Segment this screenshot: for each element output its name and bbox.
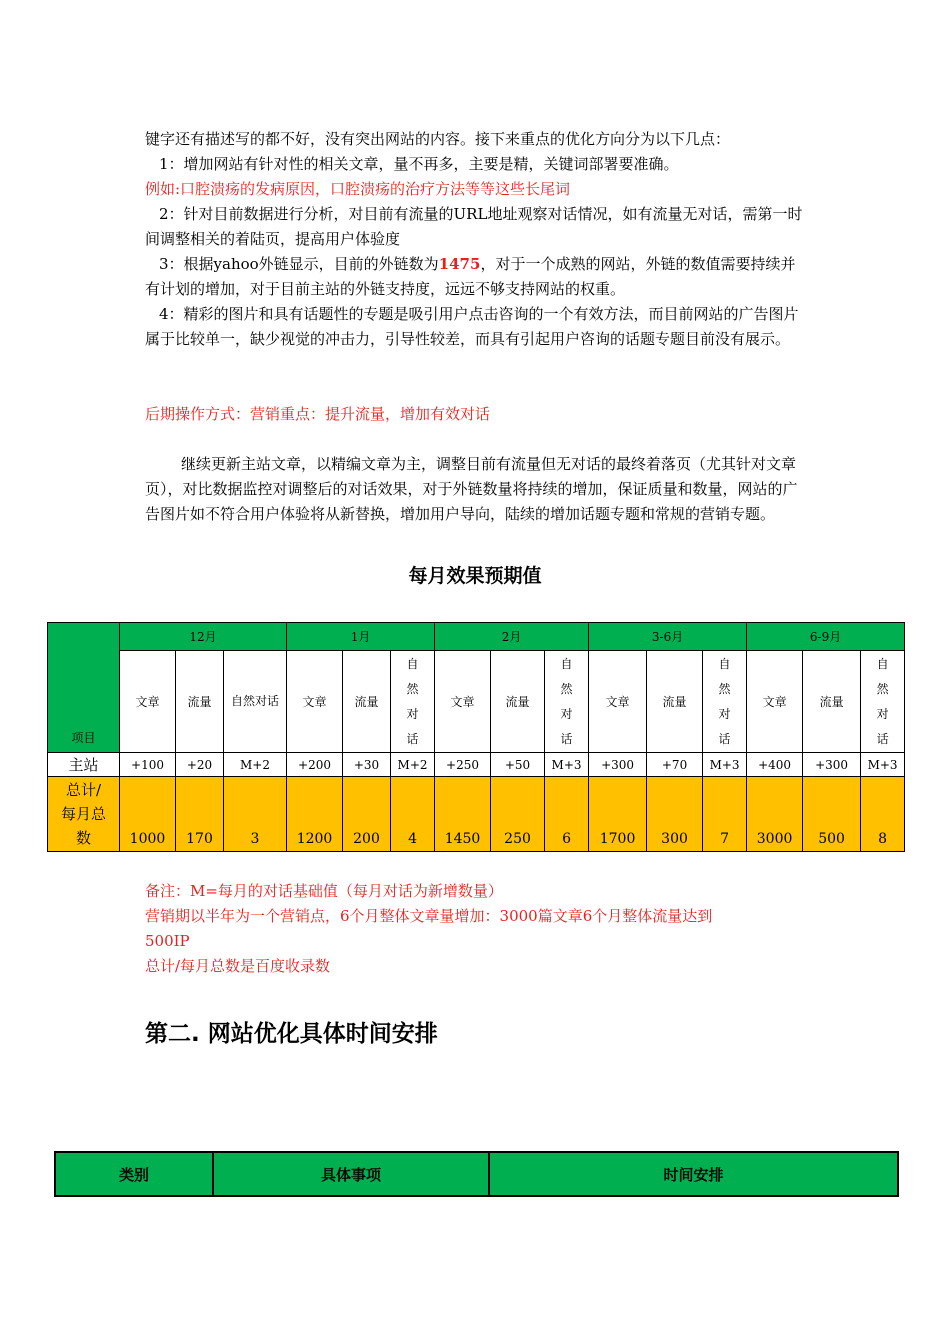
col-traffic: 流量	[803, 651, 861, 753]
total-value: 1450	[435, 777, 491, 852]
main-value: +30	[343, 753, 391, 777]
col-article: 文章	[589, 651, 647, 753]
dialog-char: 自	[718, 656, 731, 671]
month-header: 2月	[435, 623, 589, 651]
note-2: 营销期以半年为一个营销点，6个月整体文章量增加：3000篇文章6个月整体流量达到	[145, 907, 713, 925]
total-value: 300	[647, 777, 703, 852]
dialog-char: 话	[560, 731, 573, 746]
dialog-char: 然	[876, 681, 889, 696]
total-value: 3000	[747, 777, 803, 852]
col-traffic: 流量	[647, 651, 703, 753]
dialog-char: 对	[560, 706, 573, 721]
main-value: +250	[435, 753, 491, 777]
col-article: 文章	[435, 651, 491, 753]
dialog-char: 然	[560, 681, 573, 696]
total-value: 1000	[120, 777, 176, 852]
continue-paragraph: 继续更新主站文章，以精编文章为主，调整目前有流量但无对话的最终着落页（尤其针对文章页），对比数据监控对调整后的对话效果，对于外链数量将持续的增加，保证质量和数量，网站的广告图片如不符合用户体验将从新替换，增加用户导向，陆续的增加话题专题和常规的营销专题。	[145, 455, 798, 523]
main-value: +70	[647, 753, 703, 777]
col-dialog	[545, 651, 589, 753]
main-value: +20	[176, 753, 224, 777]
main-value: M+3	[545, 753, 589, 777]
col-dialog	[703, 651, 747, 753]
backlink-count: 1475	[438, 255, 481, 273]
note-3: 总计/每月总数是百度收录数	[145, 957, 331, 975]
month-header: 1月	[287, 623, 435, 651]
point-3-text-rest: ，对于一个成熟的网站，外链的数值需要持续并有计划的增加，对于目前主站的外链支持度，远远不够支持网站的权重。	[145, 255, 796, 298]
month-header: 3-6月	[589, 623, 747, 651]
total-label-line: 数	[75, 829, 91, 847]
dialog-char: 话	[406, 731, 419, 746]
month-header: 12月	[120, 623, 287, 651]
col-dialog	[861, 651, 905, 753]
total-value: 8	[861, 777, 905, 852]
col-article: 文章	[120, 651, 176, 753]
total-value: 1700	[589, 777, 647, 852]
main-value: +300	[589, 753, 647, 777]
dialog-char: 自	[406, 656, 419, 671]
col-traffic: 流量	[343, 651, 391, 753]
main-value: M+2	[391, 753, 435, 777]
main-value: M+2	[224, 753, 287, 777]
dialog-char: 对	[718, 706, 731, 721]
point-1: 1：增加网站有针对性的相关文章，量不再多，主要是精，关键词部署要准确。	[159, 155, 679, 173]
total-label-line: 每月总	[60, 805, 106, 823]
total-value: 250	[491, 777, 545, 852]
col-traffic: 流量	[176, 651, 224, 753]
col-traffic: 流量	[491, 651, 545, 753]
dialog-char: 自	[876, 656, 889, 671]
total-value: 500	[803, 777, 861, 852]
total-value: 4	[391, 777, 435, 852]
total-value: 3	[224, 777, 287, 852]
dialog-char: 然	[406, 681, 419, 696]
main-value: +50	[491, 753, 545, 777]
total-value: 200	[343, 777, 391, 852]
col-dialog-label: 自然对话	[231, 694, 280, 708]
note-2-cont: 500IP	[145, 932, 190, 950]
main-value: +300	[803, 753, 861, 777]
effect-table	[47, 622, 905, 852]
main-site-label: 主站	[48, 753, 120, 777]
header-schedule: 时间安排	[489, 1152, 898, 1196]
dialog-char: 对	[406, 706, 419, 721]
intro-line: 键字还有描述写的都不好，没有突出网站的内容。接下来重点的优化方向分为以下几点：	[145, 130, 731, 148]
later-heading: 后期操作方式：营销重点：提升流量，增加有效对话	[145, 405, 491, 423]
total-value: 6	[545, 777, 589, 852]
point-3	[145, 252, 807, 302]
main-value: M+3	[861, 753, 905, 777]
project-label: 项目	[71, 731, 96, 745]
dialog-char: 话	[718, 731, 731, 746]
total-value: 1200	[287, 777, 343, 852]
dialog-char: 话	[876, 731, 889, 746]
schedule-table	[54, 1151, 899, 1197]
col-article: 文章	[747, 651, 803, 753]
dialog-char: 然	[718, 681, 731, 696]
month-header: 6-9月	[747, 623, 905, 651]
point-2: 2：针对目前数据进行分析，对目前有流量的URL地址观察对话情况，如有流量无对话，需第一时间调整相关的着陆页，提高用户体验度	[145, 205, 803, 248]
section-title: 第二. 网站优化具体时间安排	[145, 1021, 438, 1047]
total-value: 7	[703, 777, 747, 852]
example-line: 例如:口腔溃疡的发病原因，口腔溃疡的治疗方法等等这些长尾词	[145, 180, 571, 198]
point-4: 4：精彩的图片和具有话题性的专题是吸引用户点击咨询的一个有效方法，而目前网站的广告图片属于比较单一，缺少视觉的冲击力，引导性较差，而具有引起用户咨询的话题专题目前没有展示。	[145, 305, 799, 348]
dialog-char: 自	[560, 656, 573, 671]
header-category: 类别	[55, 1152, 213, 1196]
dialog-char: 对	[876, 706, 889, 721]
project-header	[48, 623, 120, 753]
total-label-line: 总计/	[65, 781, 102, 799]
header-items: 具体事项	[213, 1152, 489, 1196]
note-1: 备注：M=每月的对话基础值（每月对话为新增数量）	[145, 882, 503, 900]
main-value: +400	[747, 753, 803, 777]
point-3-text: 3：根据yahoo外链显示，目前的外链数为	[159, 255, 439, 273]
table-title: 每月效果预期值	[408, 565, 542, 587]
total-label	[48, 777, 120, 852]
col-article: 文章	[287, 651, 343, 753]
col-dialog	[224, 651, 287, 753]
main-value: +200	[287, 753, 343, 777]
total-value: 170	[176, 777, 224, 852]
col-dialog	[391, 651, 435, 753]
main-value: +100	[120, 753, 176, 777]
main-value: M+3	[703, 753, 747, 777]
